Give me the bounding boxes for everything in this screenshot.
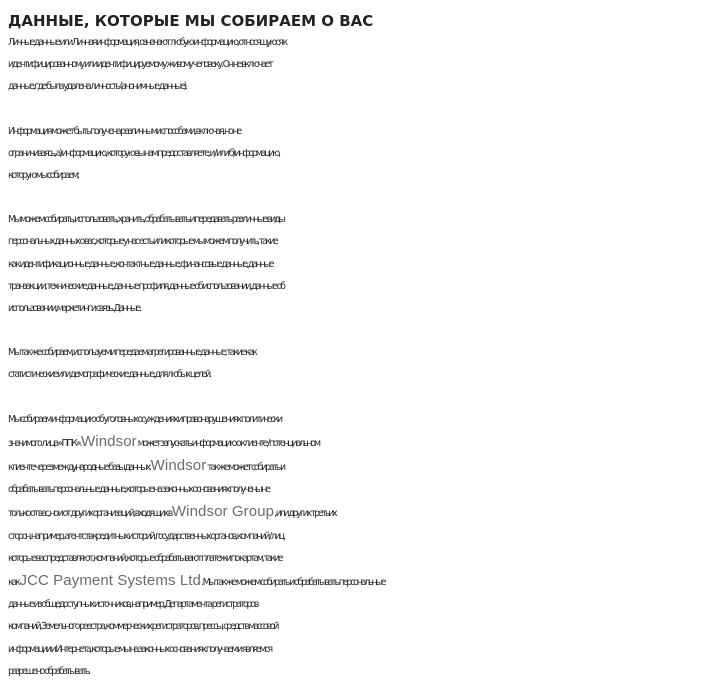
- text-line: [8, 431, 720, 455]
- text-line: Личные данные или Личная информация, означают любую информацию, относящуюся к: [8, 37, 287, 48]
- text-line: Мы также собираем, используем и передаем агрегированные данные, такие как: [8, 347, 256, 359]
- text-line: которую мы собираем;: [8, 170, 78, 182]
- text-segment: как: [8, 577, 20, 589]
- paragraph-criminal-data: [8, 409, 720, 683]
- paragraph-information-sources: [8, 121, 720, 188]
- text-segment: значимого лица «ППК».: [8, 437, 82, 449]
- text-line: ограничиваясь, а) информацию, которую вы нам предоставляете, и / или б) информацию,: [8, 147, 279, 159]
- text-segment: также может собирать и: [206, 462, 284, 474]
- text-segment: может запускать информацию о клиенте / потенциальном: [136, 437, 319, 449]
- text-line: транзакции, технические данные, данные профиля, данные об использовании, данные об: [8, 280, 284, 292]
- text-line: [8, 501, 720, 525]
- text-line: обрабатывать персональные данные, которые на законных основаниях получены не: [8, 484, 269, 496]
- text-line: данные из общедоступных источников, например, Департамента регистраторов: [8, 599, 258, 611]
- paragraph-personal-data-definition: [8, 32, 720, 99]
- text-line: персональных данных о вас, которые у нас есть или которые мы можем получить, такие: [8, 236, 277, 248]
- section-heading: ДАННЫЕ, КОТОРЫЕ МЫ СОБИРАЕМ О ВАС: [8, 12, 374, 30]
- text-line: Информация может быть получена различными способами, включая, но не: [8, 125, 241, 137]
- text-segment: , или других третьих: [274, 508, 336, 520]
- text-segment: клиенте через международные базы данных.: [8, 462, 151, 474]
- brand-name: Windsor Group: [171, 503, 275, 521]
- text-line: разрешено обрабатывать.: [8, 665, 89, 677]
- text-line: данные, где была удалена личность (анонимные данные).: [8, 81, 186, 93]
- text-line: [8, 570, 720, 594]
- text-line: использовании, маркетинг и связь. Данные.: [8, 303, 140, 315]
- brand-name: Windsor: [81, 432, 137, 450]
- text-line: [8, 455, 720, 479]
- text-line: как идентификационные данные, контактные данные, финансовые данные, данные: [8, 258, 273, 270]
- brand-name: Windsor: [150, 457, 207, 475]
- paragraph-aggregated-data: [8, 342, 720, 386]
- text-line: информации и Интернета, которые мы на законных основаниях получаем и являемся: [8, 643, 271, 655]
- text-line: которые вас представляют, компаний, которые обрабатывают платежи по картам, такие: [8, 552, 282, 564]
- text-line: идентифицированному или идентифицируемому живому человеку. Он не включает: [8, 59, 272, 71]
- text-line: Мы можем собирать, использовать, хранить, обрабатывать и передавать различные виды: [8, 214, 284, 226]
- text-segment: только от вас, но и от других организаций, входящих в: [8, 508, 172, 520]
- text-line: статистические или демографические данные, для любых целей.: [8, 369, 210, 381]
- paragraph-data-types: [8, 209, 720, 320]
- text-line: компаний, Земельного реестра, коммерческих регистраторов, прессы, средств массовой: [8, 621, 278, 633]
- text-segment: . Мы также можем собирать и обрабатывать персональные: [200, 577, 385, 589]
- text-line: Мы собираем информацию об уголовных осуждениях и правонарушениях политически: [8, 413, 281, 425]
- text-line: сторон, например, агентств кредитных историй, государственных органов, компаний / лиц,: [8, 530, 284, 542]
- brand-name: JCC Payment Systems Ltd: [19, 572, 201, 590]
